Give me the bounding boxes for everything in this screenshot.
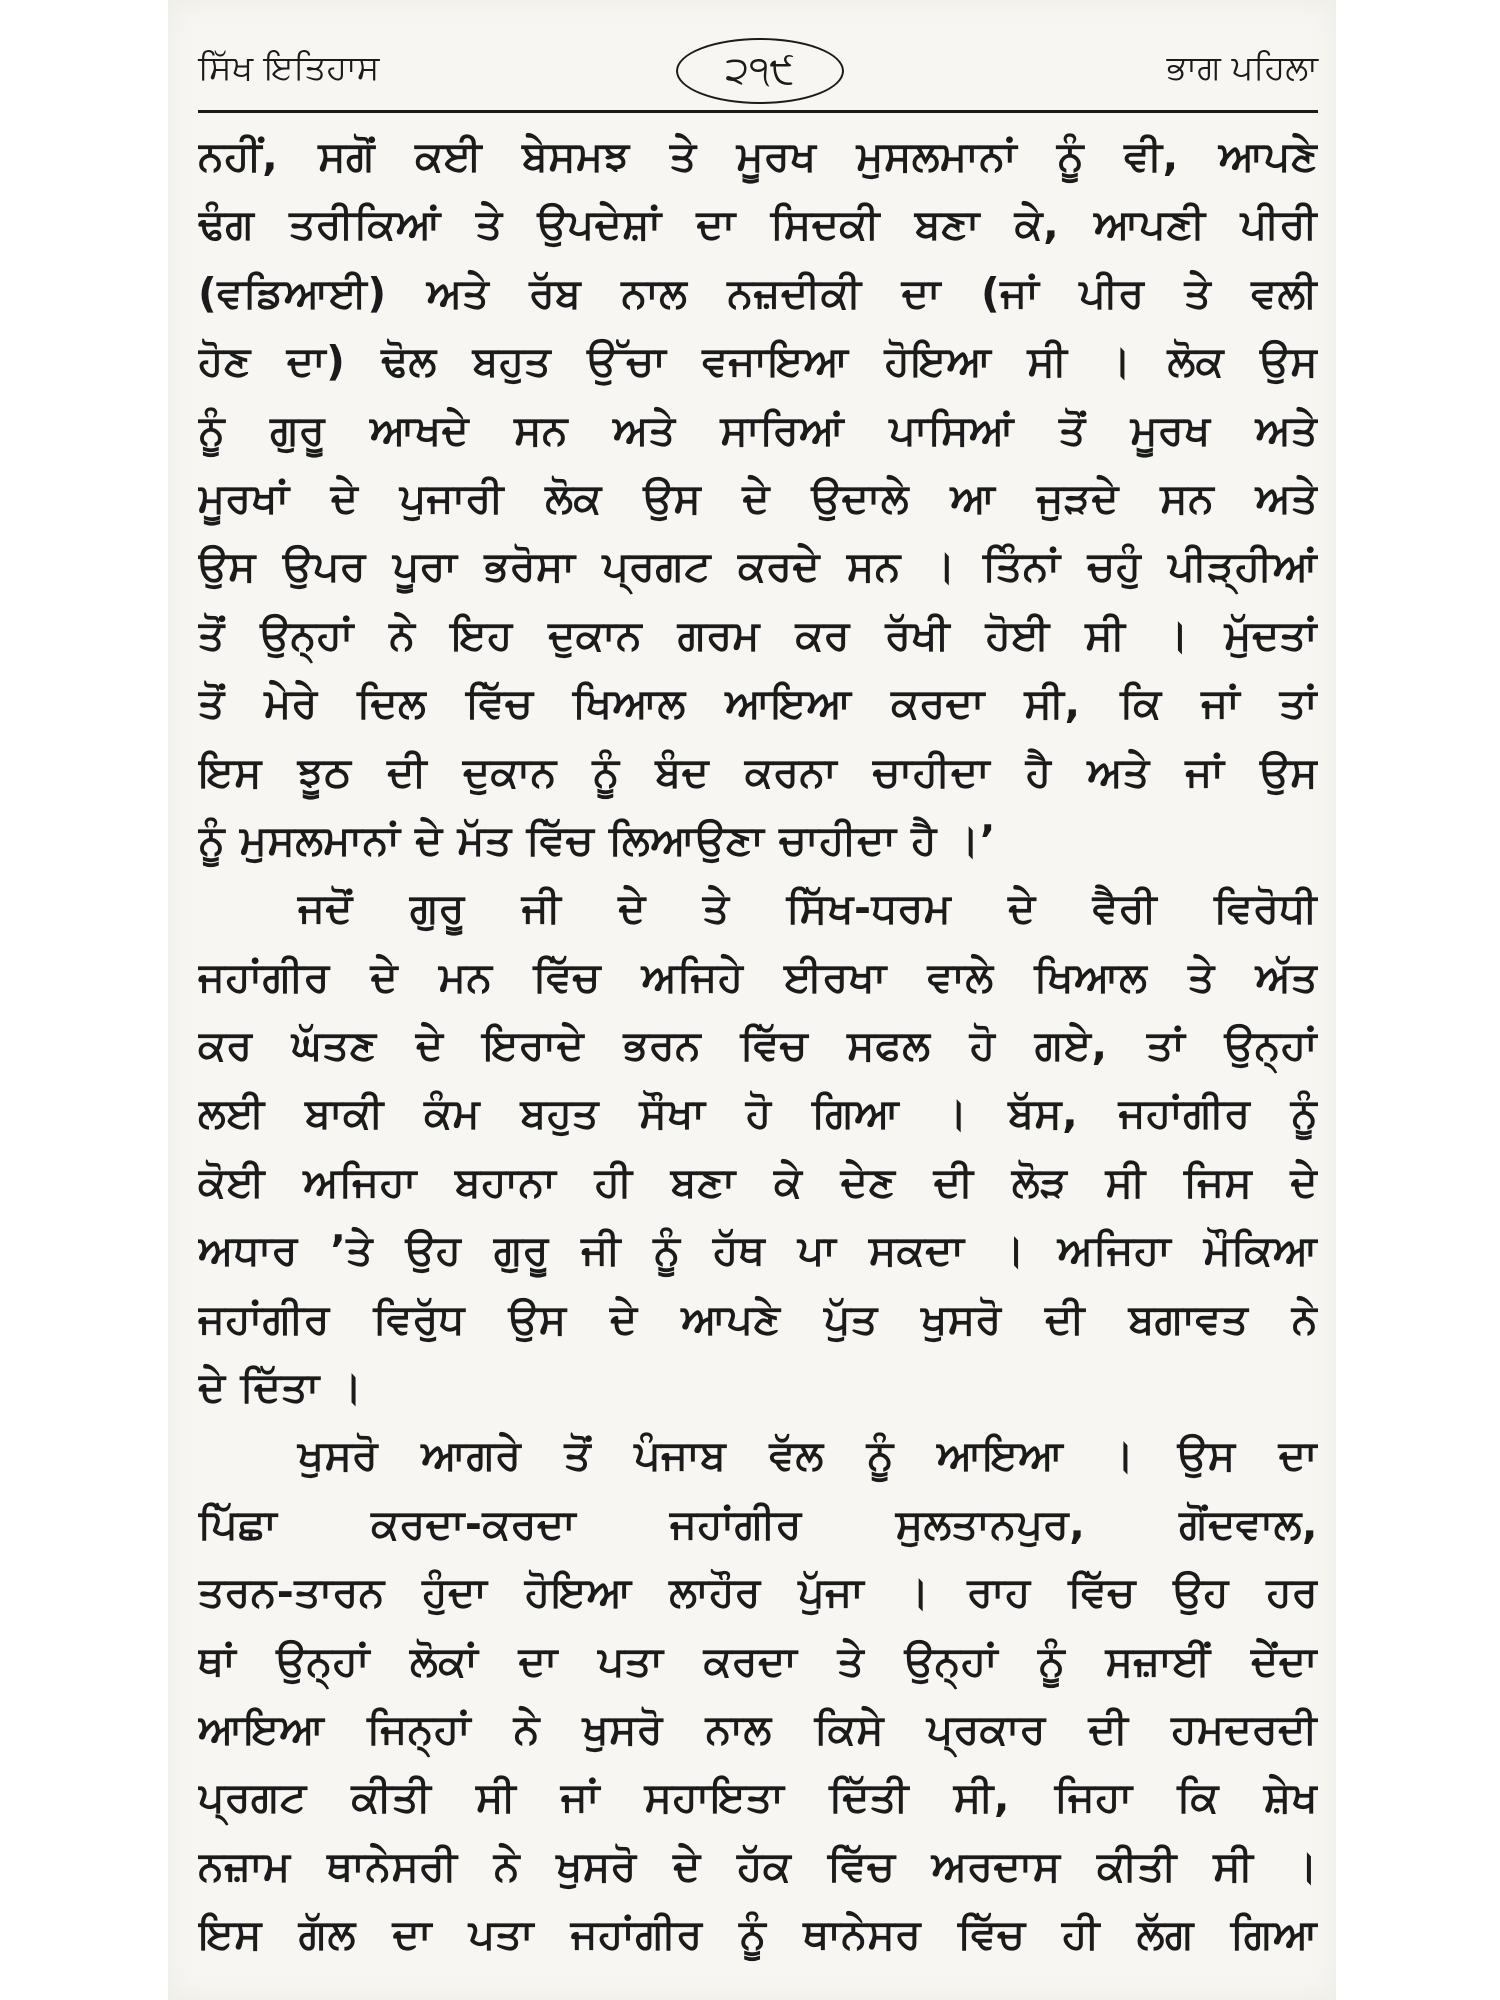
text-line-paragraph-start: ਖੁਸਰੋ ਆਗਰੇ ਤੋਂ ਪੰਜਾਬ ਵੱਲ ਨੂੰ ਆਇਆ । ਉਸ ਦਾ — [298, 1431, 1318, 1480]
text-line: ਇਸ ਗੱਲ ਦਾ ਪਤਾ ਜਹਾਂਗੀਰ ਨੂੰ ਥਾਨੇਸਰ ਵਿੱਚ ਹੀ ਲੱਗ ਗਿਆ — [198, 1910, 1318, 1959]
text-line: ਪਿੱਛਾ ਕਰਦਾ-ਕਰਦਾ ਜਹਾਂਗੀਰ ਸੁਲਤਾਨਪੁਰ, ਗੋਂਦਵਾਲ, — [198, 1499, 1318, 1548]
text-line: ਇਸ ਝੂਠ ਦੀ ਦੁਕਾਨ ਨੂੰ ਬੰਦ ਕਰਨਾ ਚਾਹੀਦਾ ਹੈ ਅਤੇ ਜਾਂ ਉਸ — [198, 747, 1318, 796]
running-title-left: ਸਿੱਖ ਇਤਿਹਾਸ — [198, 48, 380, 88]
text-line: ਤਰਨ-ਤਾਰਨ ਹੁੰਦਾ ਹੋਇਆ ਲਾਹੌਰ ਪੁੱਜਾ । ਰਾਹ ਵਿੱਚ ਉਹ ਹਰ — [198, 1568, 1318, 1617]
text-line: ਪ੍ਰਗਟ ਕੀਤੀ ਸੀ ਜਾਂ ਸਹਾਇਤਾ ਦਿੱਤੀ ਸੀ, ਜਿਹਾ ਕਿ ਸ਼ੇਖ — [198, 1773, 1318, 1822]
text-line: ਥਾਂ ਉਨ੍ਹਾਂ ਲੋਕਾਂ ਦਾ ਪਤਾ ਕਰਦਾ ਤੇ ਉਨ੍ਹਾਂ ਨੂੰ ਸਜ਼ਾਈਂ ਦੇਂਦਾ — [198, 1636, 1318, 1685]
text-line-paragraph-start: ਜਦੋਂ ਗੁਰੂ ਜੀ ਦੇ ਤੇ ਸਿੱਖ-ਧਰਮ ਦੇ ਵੈਰੀ ਵਿਰੋਧੀ — [298, 884, 1318, 933]
text-line: ਤੋਂ ਉਨ੍ਹਾਂ ਨੇ ਇਹ ਦੁਕਾਨ ਗਰਮ ਕਰ ਰੱਖੀ ਹੋਈ ਸੀ । ਮੁੱਦਤਾਂ — [198, 610, 1318, 659]
text-line: ਮੂਰਖਾਂ ਦੇ ਪੁਜਾਰੀ ਲੋਕ ਉਸ ਦੇ ਉਦਾਲੇ ਆ ਜੁੜਦੇ ਸਨ ਅਤੇ — [198, 473, 1318, 522]
text-line: ਅਧਾਰ ’ਤੇ ਉਹ ਗੁਰੂ ਜੀ ਨੂੰ ਹੱਥ ਪਾ ਸਕਦਾ । ਅਜਿਹਾ ਮੌਕਿਆ — [198, 1226, 1318, 1275]
text-line: ਕਰ ਘੱਤਣ ਦੇ ਇਰਾਦੇ ਭਰਨ ਵਿੱਚ ਸਫਲ ਹੋ ਗਏ, ਤਾਂ ਉਨ੍ਹਾਂ — [198, 1021, 1318, 1070]
text-line: ਨੂੰ ਗੁਰੂ ਆਖਦੇ ਸਨ ਅਤੇ ਸਾਰਿਆਂ ਪਾਸਿਆਂ ਤੋਂ ਮੂਰਖ ਅਤੇ — [198, 405, 1318, 454]
page-header — [198, 38, 1318, 108]
header-rule — [198, 110, 1318, 113]
body-text — [198, 122, 1318, 1969]
text-line: ਜਹਾਂਗੀਰ ਵਿਰੁੱਧ ਉਸ ਦੇ ਆਪਣੇ ਪੁੱਤ ਖੁਸਰੋ ਦੀ ਬਗਾਵਤ ਨੇ — [198, 1294, 1318, 1343]
text-line: ਹੋਣ ਦਾ) ਢੋਲ ਬਹੁਤ ਉੱਚਾ ਵਜਾਇਆ ਹੋਇਆ ਸੀ । ਲੋਕ ਉਸ — [198, 337, 1318, 386]
text-line: ਆਇਆ ਜਿਨ੍ਹਾਂ ਨੇ ਖੁਸਰੋ ਨਾਲ ਕਿਸੇ ਪ੍ਰਕਾਰ ਦੀ ਹਮਦਰਦੀ — [198, 1704, 1318, 1753]
text-line: ਕੋਈ ਅਜਿਹਾ ਬਹਾਨਾ ਹੀ ਬਣਾ ਕੇ ਦੇਣ ਦੀ ਲੋੜ ਸੀ ਜਿਸ ਦੇ — [198, 1157, 1318, 1206]
page-number: ੨੧੯ — [676, 38, 844, 104]
text-line: ਉਸ ਉਪਰ ਪੂਰਾ ਭਰੋਸਾ ਪ੍ਰਗਟ ਕਰਦੇ ਸਨ । ਤਿੰਨਾਂ ਚਹੁੰ ਪੀੜ੍ਹੀਆਂ — [198, 542, 1318, 591]
text-line: ਜਹਾਂਗੀਰ ਦੇ ਮਨ ਵਿੱਚ ਅਜਿਹੇ ਈਰਖਾ ਵਾਲੇ ਖਿਆਲ ਤੇ ਅੱਤ — [198, 952, 1318, 1001]
text-line: ਨਹੀਂ, ਸਗੋਂ ਕਈ ਬੇਸਮਝ ਤੇ ਮੂਰਖ ਮੁਸਲਮਾਨਾਂ ਨੂੰ ਵੀ, ਆਪਣੇ — [198, 132, 1318, 180]
text-line: ਨਜ਼ਾਮ ਥਾਨੇਸਰੀ ਨੇ ਖੁਸਰੋ ਦੇ ਹੱਕ ਵਿੱਚ ਅਰਦਾਸ ਕੀਤੀ ਸੀ । — [198, 1841, 1318, 1890]
text-line: ਤੋਂ ਮੇਰੇ ਦਿਲ ਵਿੱਚ ਖਿਆਲ ਆਇਆ ਕਰਦਾ ਸੀ, ਕਿ ਜਾਂ ਤਾਂ — [198, 679, 1318, 728]
text-line: ਦੇ ਦਿੱਤਾ । — [198, 1363, 363, 1412]
text-line: ਨੂੰ ਮੁਸਲਮਾਨਾਂ ਦੇ ਮੱਤ ਵਿੱਚ ਲਿਆਉਣਾ ਚਾਹੀਦਾ ਹੈ ।’ — [198, 815, 996, 864]
text-line: ਢੰਗ ਤਰੀਕਿਆਂ ਤੇ ਉਪਦੇਸ਼ਾਂ ਦਾ ਸਿਦਕੀ ਬਣਾ ਕੇ, ਆਪਣੀ ਪੀਰੀ — [198, 200, 1318, 249]
text-line: ਲਈ ਬਾਕੀ ਕੰਮ ਬਹੁਤ ਸੌਖਾ ਹੋ ਗਿਆ । ਬੱਸ, ਜਹਾਂਗੀਰ ਨੂੰ — [198, 1089, 1318, 1138]
text-line: (ਵਡਿਆਈ) ਅਤੇ ਰੱਬ ਨਾਲ ਨਜ਼ਦੀਕੀ ਦਾ (ਜਾਂ ਪੀਰ ਤੇ ਵਲੀ — [198, 268, 1318, 317]
running-title-right: ਭਾਗ ਪਹਿਲਾ — [1166, 48, 1318, 88]
